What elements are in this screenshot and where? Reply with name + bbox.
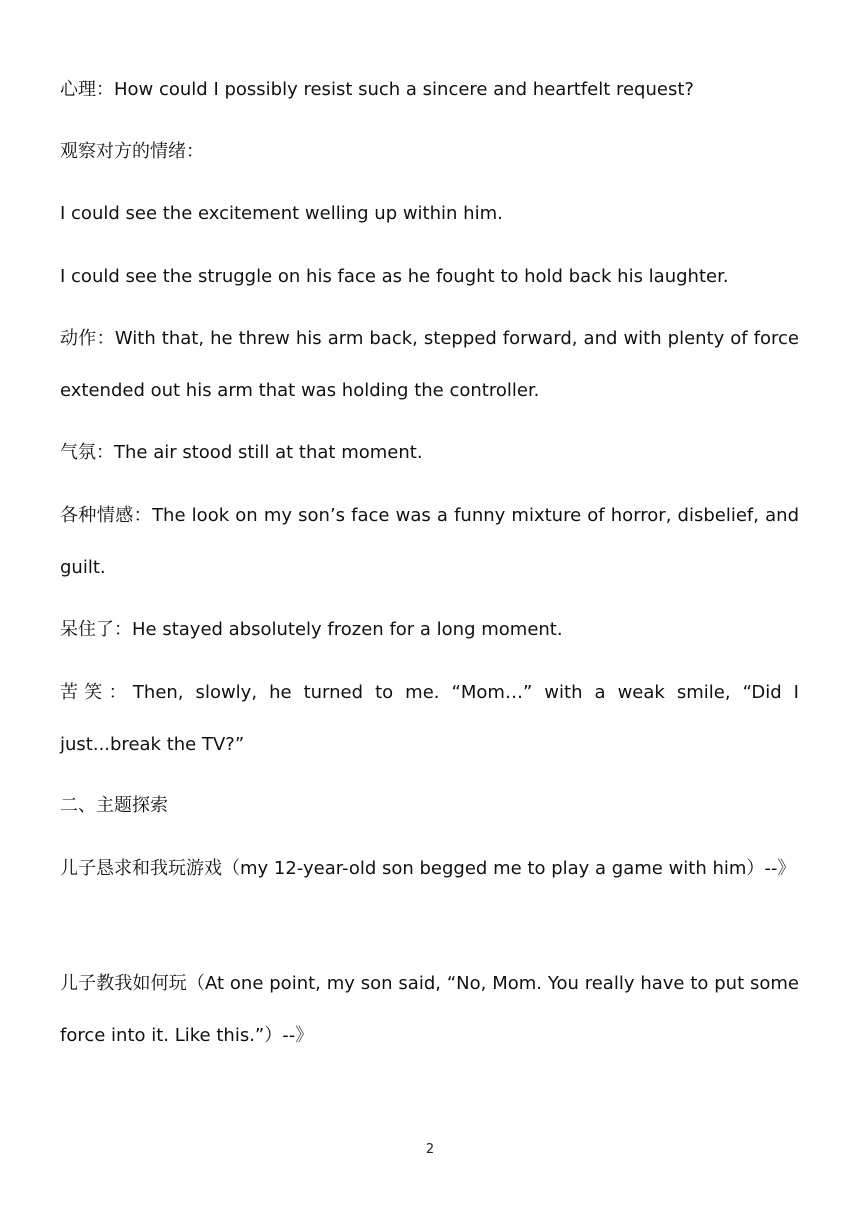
page-number: 2 [425, 1142, 435, 1157]
paragraph-son-begs: 儿子恳求和我玩游戏（my 12-year-old son begged me to play a game with him）--》 [60, 858, 796, 879]
paragraph-son-teaches: 儿子教我如何玩（At one point, my son said, “No, Mom. You really have to put some force into it. Like this.”）--》 [60, 973, 799, 1046]
paragraph-atmosphere: 气氛：The air stood still at that moment. [60, 442, 423, 463]
paragraph-excitement: I could see the excitement welling up within him. [60, 203, 503, 224]
paragraph-psychology: 心理：How could I possibly resist such a sincere and heartfelt request? [60, 79, 694, 100]
paragraph-action: 动作：With that, he threw his arm back, stepped forward, and with plenty of force extended out his arm that was holding the controller. [60, 328, 799, 401]
paragraph-observe-emotion-heading: 观察对方的情绪： [60, 141, 204, 162]
paragraph-wry-smile: 苦笑：Then, slowly, he turned to me. “Mom…” with a weak smile, “Did I just...break the TV?” [60, 682, 799, 755]
paragraph-frozen: 呆住了：He stayed absolutely frozen for a long moment. [60, 619, 563, 640]
paragraph-struggle: I could see the struggle on his face as he fought to hold back his laughter. [60, 266, 729, 287]
paragraph-mixed-emotions: 各种情感：The look on my son’s face was a funny mixture of horror, disbelief, and guilt. [60, 505, 799, 578]
section-heading-theme: 二、主题探索 [60, 795, 168, 816]
